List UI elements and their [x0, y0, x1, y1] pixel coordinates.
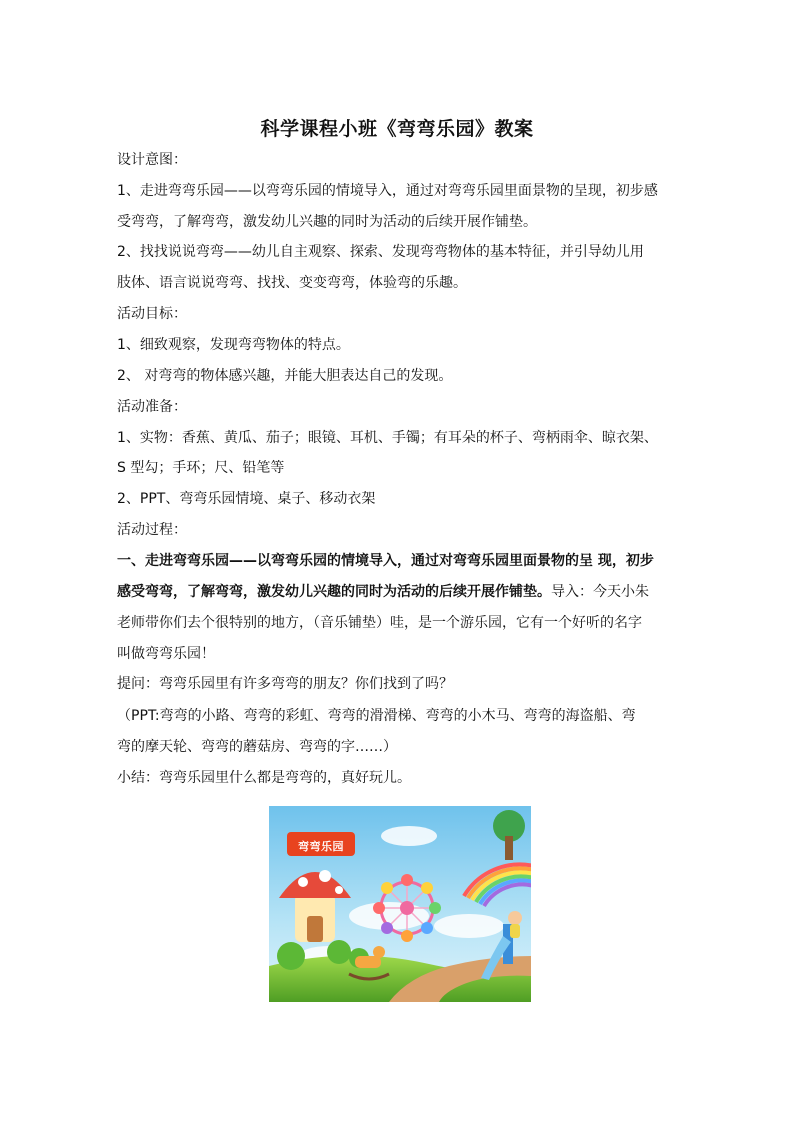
process-step-1-line-2 — [117, 582, 697, 602]
prep-item-1-line-2: S 型勾；手环；尺、铅笔等 — [117, 460, 285, 476]
intent-heading: 设计意图： — [117, 152, 187, 168]
ppt-list-line-1: （PPT:弯弯的小路、弯弯的彩虹、弯弯的滑滑梯、弯弯的小木马、弯弯的海盗船、弯 — [117, 708, 636, 724]
playground-illustration — [269, 806, 531, 1002]
intent-paragraph-1-line-2: 受弯弯，了解弯弯，激发幼儿兴趣的同时为活动的后续开展作铺垫。 — [117, 214, 537, 230]
prep-item-2: 2、PPT、弯弯乐园情境、桌子、移动衣架 — [117, 491, 376, 507]
process-step-1-line-3: 老师带你们去个很特别的地方，（音乐铺垫）哇，是一个游乐园，它有一个好听的名字 — [117, 615, 642, 631]
question-line: 提问：弯弯乐园里有许多弯弯的朋友？你们找到了吗？ — [117, 676, 453, 692]
process-step-1-line-4: 叫做弯弯乐园！ — [117, 646, 215, 662]
prep-heading: 活动准备： — [117, 399, 187, 415]
process-step-1-bold-text: 感受弯弯，了解弯弯，激发幼儿兴趣的同时为活动的后续开展作铺垫。 — [117, 584, 551, 600]
goal-item-2: 2、 对弯弯的物体感兴趣，并能大胆表达自己的发现。 — [117, 368, 453, 384]
ppt-list-line-2: 弯的摩天轮、弯弯的蘑菇房、弯弯的字……） — [117, 739, 397, 755]
prep-item-1-line-1: 1、实物：香蕉、黄瓜、茄子；眼镜、耳机、手镯；有耳朵的杯子、弯柄雨伞、晾衣架、 — [117, 430, 658, 446]
goal-heading: 活动目标： — [117, 306, 187, 322]
intent-paragraph-1-line-1: 1、走进弯弯乐园——以弯弯乐园的情境导入，通过对弯弯乐园里面景物的呈现，初步感 — [117, 183, 658, 199]
ferris-wheel — [373, 874, 441, 942]
sign-text: 弯弯乐园 — [298, 840, 344, 853]
intent-paragraph-2-line-1: 2、找找说说弯弯——幼儿自主观察、探索、发现弯弯物体的基本特征，并引导幼儿用 — [117, 244, 644, 260]
intent-paragraph-2-line-2: 肢体、语言说说弯弯、找找、变变弯弯，体验弯的乐趣。 — [117, 275, 467, 291]
document-title: 科学课程小班《弯弯乐园》教案 — [260, 118, 534, 140]
summary-line: 小结：弯弯乐园里什么都是弯弯的，真好玩儿。 — [117, 770, 411, 786]
process-step-1-intro-text: 导入：今天小朱 — [551, 584, 649, 600]
goal-item-1: 1、细致观察，发现弯弯物体的特点。 — [117, 337, 350, 353]
process-step-1-line-1: 一、走进弯弯乐园——以弯弯乐园的情境导入，通过对弯弯乐园里面景物的呈 现，初步 — [117, 553, 654, 569]
mushroom-house-door — [307, 916, 323, 942]
playground-scene — [269, 806, 531, 1002]
process-heading: 活动过程： — [117, 522, 187, 538]
